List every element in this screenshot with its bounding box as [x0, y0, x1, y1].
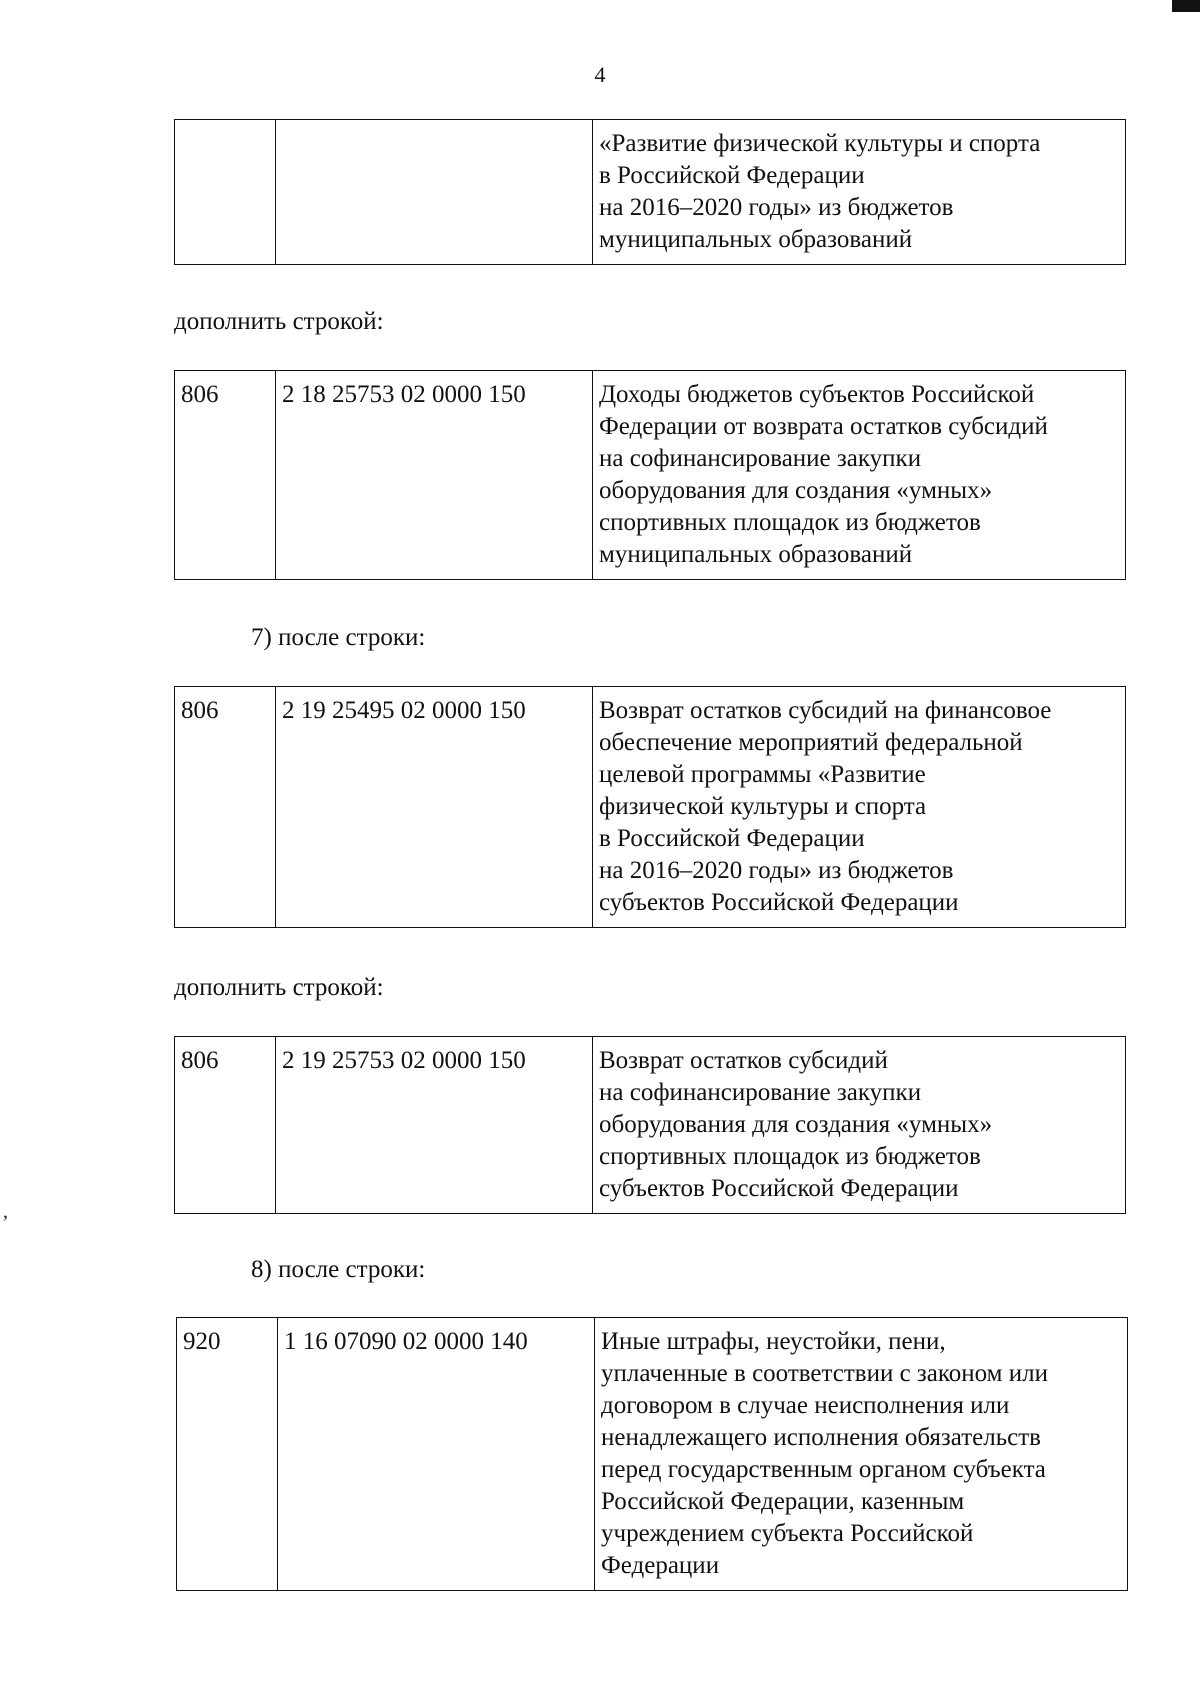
- description-line: Возврат остатков субсидий на финансовое: [599, 697, 1052, 724]
- description-cell: [593, 1037, 1126, 1214]
- description-line: субъектов Российской Федерации: [599, 889, 959, 916]
- caption-add-row: дополнить строкой:: [174, 308, 384, 335]
- description-line: Возврат остатков субсидий: [599, 1047, 888, 1074]
- table-row: [175, 687, 1126, 928]
- description-line: муниципальных образований: [599, 226, 913, 253]
- description-line: договором в случае неисполнения или: [601, 1392, 1010, 1419]
- admin-code-cell: 806: [175, 1037, 276, 1214]
- table-row: [175, 371, 1126, 580]
- code-table-after-920: [176, 1317, 1128, 1591]
- budget-code-cell: 2 19 25753 02 0000 150: [276, 1037, 593, 1214]
- description-line: на 2016–2020 годы» из бюджетов: [599, 194, 954, 221]
- description-line: целевой программы «Развитие: [599, 761, 926, 788]
- admin-code-cell: 806: [175, 371, 276, 580]
- scan-stray-mark: ʼ: [2, 1212, 9, 1234]
- description-line: перед государственным органом субъекта: [601, 1456, 1046, 1483]
- description-line: оборудования для создания «умных»: [599, 477, 993, 504]
- description-line: в Российской Федерации: [599, 162, 865, 189]
- table-row: [175, 120, 1126, 265]
- budget-code-cell: [276, 120, 593, 265]
- page-number: 4: [594, 62, 606, 87]
- description-line: на софинансирование закупки: [599, 1079, 922, 1106]
- table-row: [175, 1037, 1126, 1214]
- admin-code-cell: [175, 120, 276, 265]
- budget-code-cell: 2 18 25753 02 0000 150: [276, 371, 593, 580]
- description-cell: [593, 687, 1126, 928]
- caption-item-7-after-row: 7) после строки:: [251, 624, 426, 651]
- budget-code-cell: 1 16 07090 02 0000 140: [278, 1318, 595, 1591]
- description-line: Иные штрафы, неустойки, пени,: [601, 1328, 946, 1355]
- description-line: обеспечение мероприятий федеральной: [599, 729, 1023, 756]
- description-line: Федерации от возврата остатков субсидий: [599, 413, 1048, 440]
- scan-corner-mark: [1172, 0, 1200, 12]
- caption-add-row: дополнить строкой:: [174, 974, 384, 1001]
- description-cell: [593, 371, 1126, 580]
- budget-code-cell: 2 19 25495 02 0000 150: [276, 687, 593, 928]
- description-line: учреждением субъекта Российской: [601, 1520, 974, 1547]
- description-line: «Развитие физической культуры и спорта: [599, 130, 1041, 157]
- description-line: Доходы бюджетов субъектов Российской: [599, 381, 1035, 408]
- description-line: на софинансирование закупки: [599, 445, 922, 472]
- description-line: субъектов Российской Федерации: [599, 1175, 959, 1202]
- description-line: Российской Федерации, казенным: [601, 1488, 965, 1515]
- description-line: спортивных площадок из бюджетов: [599, 1143, 981, 1170]
- description-line: спортивных площадок из бюджетов: [599, 509, 981, 536]
- description-cell: [595, 1318, 1128, 1591]
- code-table-added-806-218: [174, 370, 1126, 580]
- description-line: муниципальных образований: [599, 541, 913, 568]
- code-table-added-806-219-25753: [174, 1036, 1126, 1214]
- code-table-continuation: [174, 119, 1126, 265]
- caption-item-8-after-row: 8) после строки:: [251, 1256, 426, 1283]
- description-line: в Российской Федерации: [599, 825, 865, 852]
- admin-code-cell: 806: [175, 687, 276, 928]
- description-line: уплаченные в соответствии с законом или: [601, 1360, 1048, 1387]
- description-line: на 2016–2020 годы» из бюджетов: [599, 857, 954, 884]
- description-line: ненадлежащего исполнения обязательств: [601, 1424, 1041, 1451]
- admin-code-cell: 920: [177, 1318, 278, 1591]
- code-table-after-806-219-25495: [174, 686, 1126, 928]
- description-line: оборудования для создания «умных»: [599, 1111, 993, 1138]
- description-line: Федерации: [601, 1552, 720, 1579]
- description-cell: [593, 120, 1126, 265]
- table-row: [177, 1318, 1128, 1591]
- description-line: физической культуры и спорта: [599, 793, 927, 820]
